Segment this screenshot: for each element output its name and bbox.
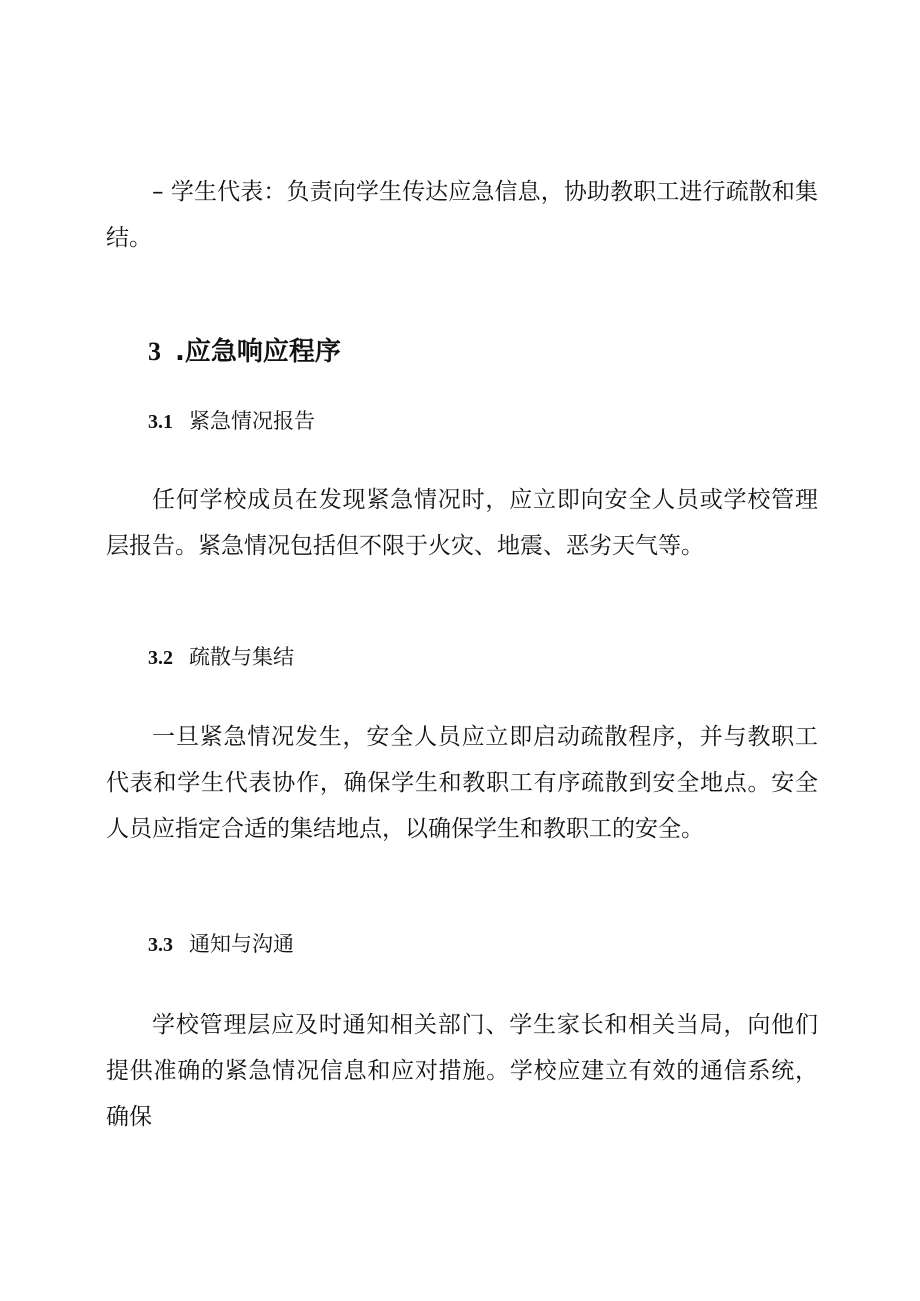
section-heading — [148, 335, 341, 369]
paragraph-student-representative: – 学生代表：负责向学生传达应急信息，协助教职工进行疏散和集结。 — [106, 179, 818, 251]
subsection-number: 3.1 — [148, 411, 173, 433]
subsection-title: 疏散与集结 — [189, 645, 294, 669]
section-number: 3 — [148, 337, 161, 366]
paragraph-emergency-report: 任何学校成员在发现紧急情况时，应立即向安全人员或学校管理层报告。紧急情况包括但不限于火灾、地震、恶劣天气等。 — [106, 487, 818, 559]
subsection-heading-3-1 — [148, 406, 315, 437]
section-title: .应急响应程序 — [175, 337, 341, 367]
subsection-heading-3-2 — [148, 642, 294, 673]
subsection-number: 3.2 — [148, 647, 173, 669]
subsection-number: 3.3 — [148, 934, 173, 956]
paragraph-evacuation: 一旦紧急情况发生，安全人员应立即启动疏散程序，并与教职工代表和学生代表协作，确保学生和教职工有序疏散到安全地点。安全人员应指定合适的集结地点，以确保学生和教职工的安全。 — [106, 724, 818, 842]
subsection-title: 紧急情况报告 — [189, 409, 315, 433]
paragraph-notification: 学校管理层应及时通知相关部门、学生家长和相关当局，向他们提供准确的紧急情况信息和应对措施。学校应建立有效的通信系统，确保 — [106, 1012, 818, 1130]
subsection-title: 通知与沟通 — [189, 932, 294, 956]
subsection-heading-3-3 — [148, 929, 294, 960]
